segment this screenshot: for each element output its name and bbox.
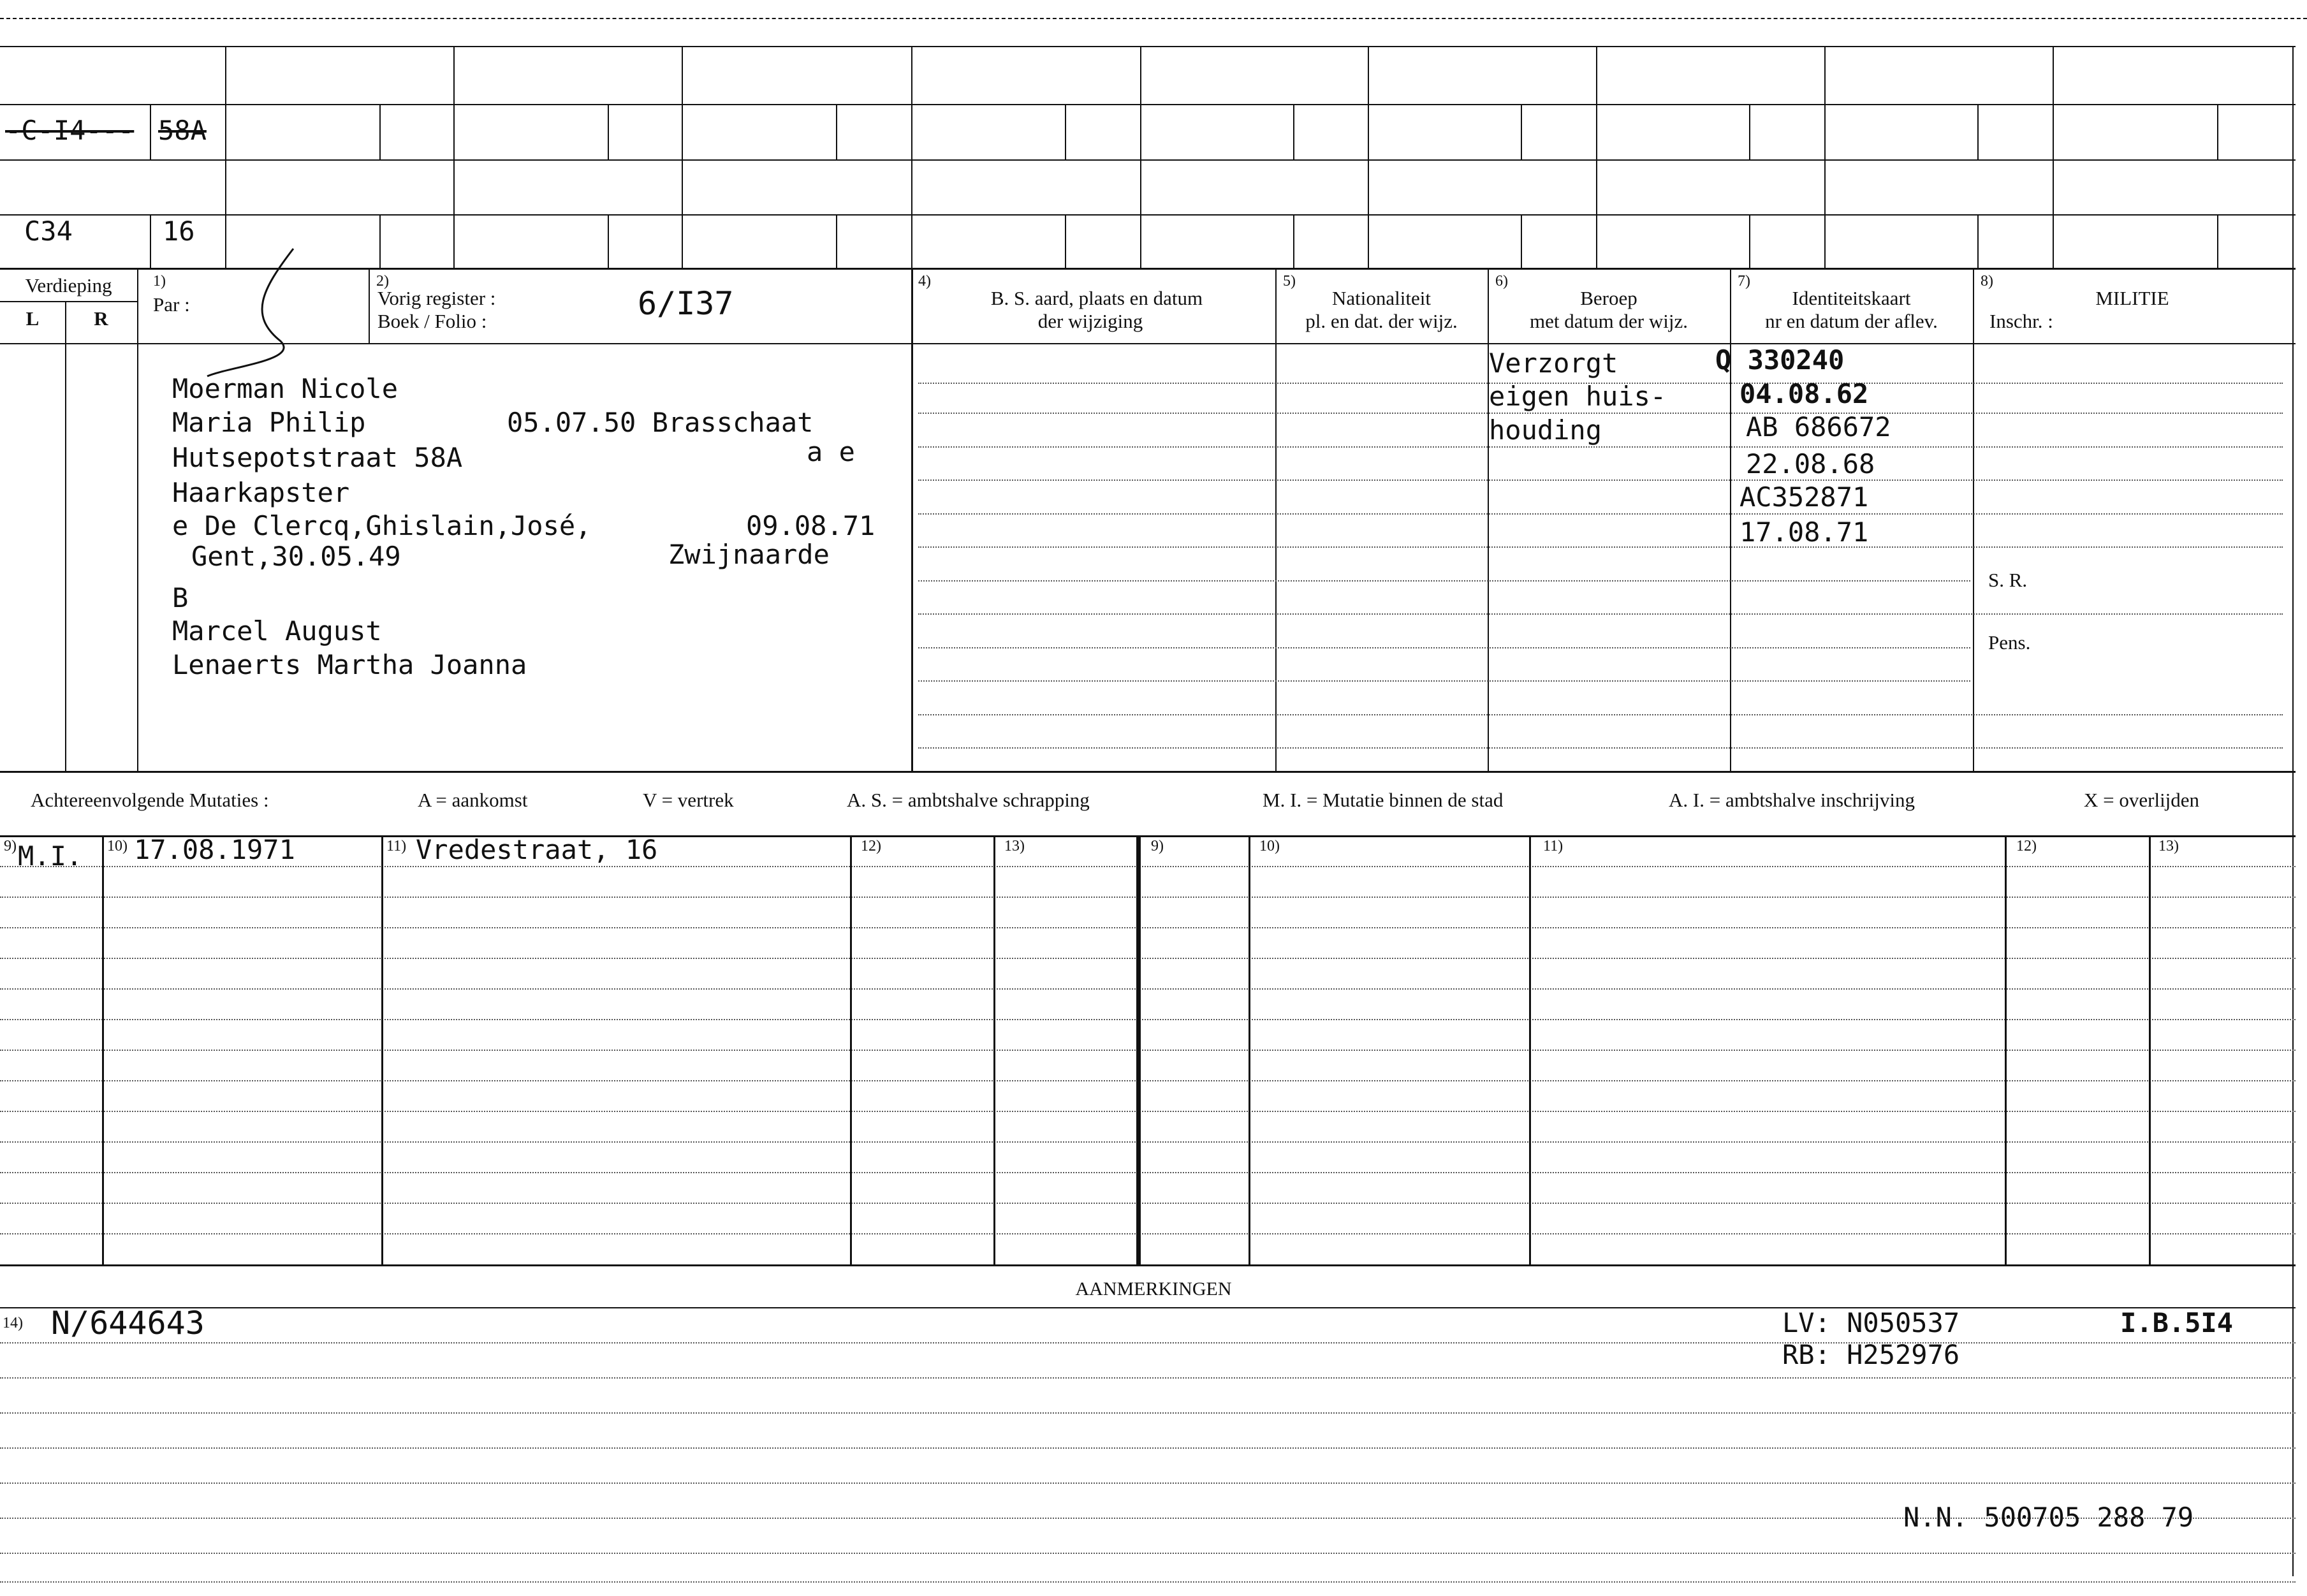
beroep-line: eigen huis- (1489, 381, 1667, 412)
mutation-code: M.I. (18, 840, 83, 872)
bs-label-1: B. S. aard, plaats en datum (990, 287, 1203, 309)
remark-rb: RB: H252976 (1782, 1339, 1960, 1370)
legend-v: V = vertrek (643, 789, 734, 811)
identiteitskaart-label: Identiteitskaart (1792, 287, 1911, 309)
col-number: 9) (4, 838, 17, 854)
remark-reference: N/644643 (51, 1305, 205, 1342)
boek-folio-value: 6/I37 (638, 285, 734, 322)
id-card-date: 04.08.62 (1739, 378, 1869, 409)
legend-as: A. S. = ambtshalve schrapping (847, 789, 1090, 811)
id-card-number: AB 686672 (1746, 411, 1891, 443)
old-wijk-code: -C-I4--- (5, 115, 135, 146)
remark-ib: I.B.5I4 (2120, 1307, 2234, 1338)
spouse-name: e De Clercq,Ghislain,José, (172, 510, 592, 541)
col-number: 2) (376, 273, 389, 289)
col-number: 13) (2158, 838, 2179, 854)
beroep-line: houding (1489, 414, 1602, 446)
old-house-number: 58A (158, 115, 207, 146)
col-number: 10) (107, 838, 128, 854)
col-number: 1) (153, 273, 166, 289)
col-number: 4) (918, 273, 931, 289)
marriage-date: 09.08.71 (746, 510, 875, 541)
legend-title: Achtereenvolgende Mutaties : (31, 789, 269, 811)
col-number: 11) (1543, 838, 1564, 854)
religion-mark: B (172, 582, 189, 613)
col-number: 8) (1981, 273, 1993, 289)
par-label: Par : (153, 293, 190, 316)
par-bracket-icon (204, 245, 300, 379)
person-address: Hutsepotstraat 58A (172, 442, 463, 473)
col-number: 12) (2016, 838, 2037, 854)
inschrijving-label: Inschr. : (1989, 310, 2053, 332)
right-label: R (94, 307, 108, 330)
nationaliteit-sub-label: pl. en dat. der wijz. (1305, 310, 1458, 332)
id-card-date: 17.08.71 (1739, 516, 1869, 548)
birth-date-place: 05.07.50 Brasschaat (507, 407, 814, 438)
person-first-names: Maria Philip (172, 407, 366, 438)
col-number: 11) (386, 838, 407, 854)
col-number: 10) (1259, 838, 1280, 854)
id-card-number: Q 330240 (1715, 344, 1845, 376)
national-number: N.N. 500705 288 79 (1903, 1502, 2194, 1533)
spouse-birth: Gent,30.05.49 (191, 541, 401, 572)
id-card-date: 22.08.68 (1746, 448, 1875, 480)
bs-label-2: der wijziging (1037, 310, 1143, 332)
remarks-title: AANMERKINGEN (1075, 1278, 1232, 1299)
marriage-place: Zwijnaarde (668, 539, 830, 570)
person-occupation: Haarkapster (172, 477, 350, 508)
person-name: Moerman Nicole (172, 373, 399, 404)
legend-mi: M. I. = Mutatie binnen de stad (1263, 789, 1504, 811)
nationaliteit-label: Nationaliteit (1332, 287, 1431, 309)
mutation-date: 17.08.1971 (134, 834, 295, 865)
col-number: 9) (1151, 838, 1164, 854)
boek-folio-label: Boek / Folio : (377, 310, 487, 332)
col-number: 13) (1004, 838, 1025, 854)
mother-name: Lenaerts Martha Joanna (172, 649, 527, 680)
beroep-line: Verzorgt (1489, 348, 1618, 379)
legend-x: X = overlijden (2084, 789, 2200, 811)
remark-lv: LV: N050537 (1782, 1307, 1960, 1338)
sr-label: S. R. (1988, 569, 2028, 591)
mutation-address: Vredestraat, 16 (416, 834, 658, 865)
father-name: Marcel August (172, 615, 382, 647)
vorig-register-label: Vorig register : (377, 287, 496, 309)
wijk-code: C34 (24, 216, 73, 247)
id-card-number: AC352871 (1739, 481, 1869, 513)
col-number: 14) (3, 1315, 23, 1331)
house-number: 16 (163, 216, 195, 247)
civil-status-mark: a e (807, 436, 855, 467)
col-number: 12) (861, 838, 881, 854)
col-number: 5) (1283, 273, 1296, 289)
pens-label: Pens. (1988, 631, 2031, 654)
left-label: L (26, 307, 40, 330)
verdieping-label: Verdieping (25, 274, 112, 297)
legend-a: A = aankomst (418, 789, 528, 811)
beroep-label: Beroep (1580, 287, 1637, 309)
militie-label: MILITIE (2095, 287, 2169, 309)
col-number: 7) (1738, 273, 1750, 289)
beroep-sub-label: met datum der wijz. (1530, 310, 1688, 332)
legend-ai: A. I. = ambtshalve inschrijving (1669, 789, 1915, 811)
identiteitskaart-sub-label: nr en datum der aflev. (1765, 310, 1938, 332)
col-number: 6) (1495, 273, 1508, 289)
